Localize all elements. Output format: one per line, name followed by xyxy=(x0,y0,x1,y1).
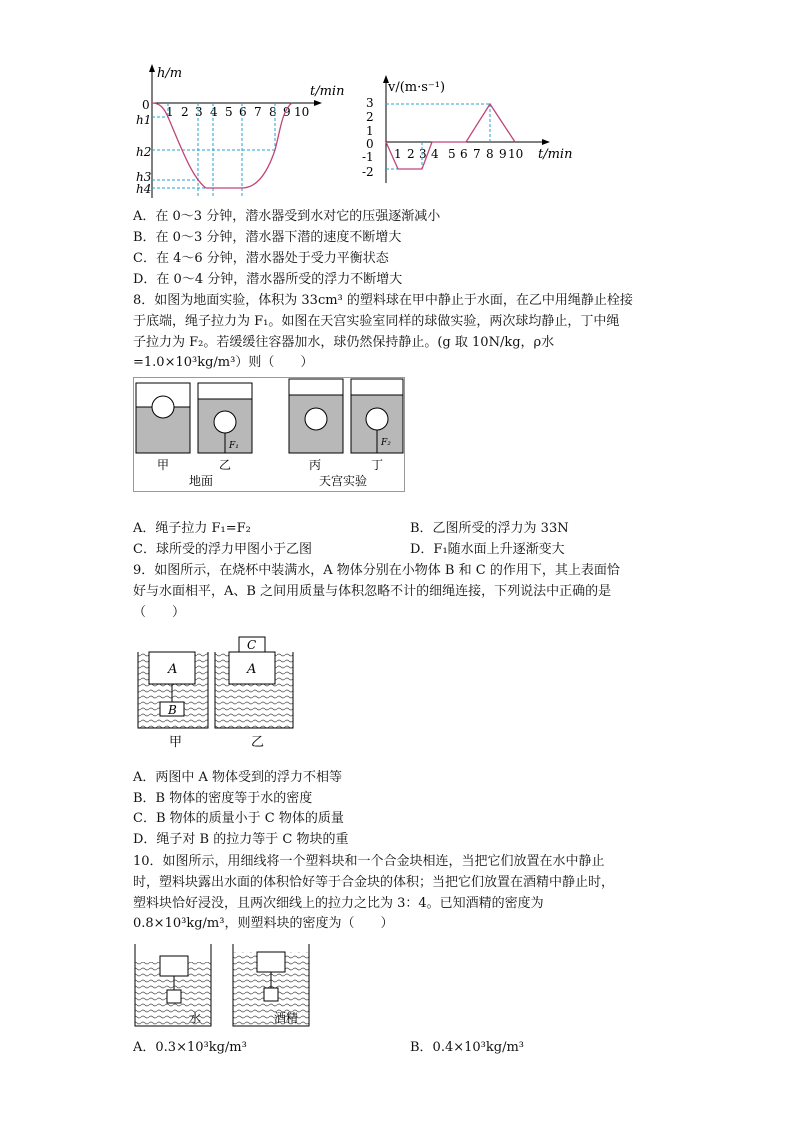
tick-0: 0 xyxy=(142,98,150,112)
label-yi-q9: 乙 xyxy=(251,735,265,750)
q7-option-a: A．在 0～3 分钟，潜水器受到水对它的压强逐渐减小 xyxy=(133,209,441,224)
depth-time-graph xyxy=(130,60,355,200)
q9-text-2: 好与水面相平，A、B 之间用质量与体积忽略不计的细绳连接，下列说法中正确的是 xyxy=(133,584,612,599)
tick-h1: h1 xyxy=(136,113,152,127)
block-b: B xyxy=(168,703,177,717)
q8-option-c: C．球所受的浮力甲图小于乙图 xyxy=(133,542,312,557)
q10-text-4: 0.8×10³kg/m³，则塑料块的密度为（ ） xyxy=(133,916,394,931)
q7-option-b: B．在 0～3 分钟，潜水器下潜的速度不断增大 xyxy=(133,230,402,245)
label-alcohol: 酒精 xyxy=(274,1011,299,1025)
q8-option-d: D．F₁随水面上升逐渐变大 xyxy=(410,542,565,557)
q10-text-3: 塑料块恰好浸没，且两次细线上的拉力之比为 3：4。已知酒精的密度为 xyxy=(133,896,544,911)
tick-h4: h4 xyxy=(136,182,152,196)
tick-3: 3 xyxy=(195,105,203,119)
vtick-1: 1 xyxy=(366,124,374,138)
q8-text-2: 于底端，绳子拉力为 F₁。如图在天宫实验室同样的球做实验，两次球均静止，丁中绳 xyxy=(133,314,620,329)
q10-figure xyxy=(133,942,313,1030)
q9-text-1: 9．如图所示，在烧杯中装满水，A 物体分别在小物体 B 和 C 的作用下，其上表面恰 xyxy=(133,563,620,578)
tick-h3: h3 xyxy=(136,170,152,184)
q10-option-b: B．0.4×10³kg/m³ xyxy=(410,1040,524,1055)
label-ground: 地面 xyxy=(189,474,214,488)
vxtick-3: 3 xyxy=(419,147,427,161)
q9-text-3: （ ） xyxy=(133,605,186,620)
q8-text-3: 子拉力为 F₂。若缓缓往容器加水，球仍然保持静止。(g 取 10N/kg，ρ水 xyxy=(133,335,555,350)
vxtick-10: 10 xyxy=(508,147,524,161)
q9-option-b: B．B 物体的密度等于水的密度 xyxy=(133,791,313,806)
block-c: C xyxy=(247,638,257,652)
q9-figure xyxy=(133,634,298,752)
vxtick-5: 5 xyxy=(448,147,456,161)
label-jia-q9: 甲 xyxy=(169,735,183,750)
q10-text-1: 10．如图所示，用细线将一个塑料块和一个合金块相连，当把它们放置在水中静止 xyxy=(133,854,605,869)
label-f1: F₁ xyxy=(229,441,239,451)
vxtick-7: 7 xyxy=(473,147,481,161)
q8-text-4: =1.0×10³kg/m³）则（ ） xyxy=(133,355,314,370)
tick-4: 4 xyxy=(210,105,218,119)
tick-8: 8 xyxy=(269,105,277,119)
tick-7: 7 xyxy=(254,105,262,119)
q8-option-b: B．乙图所受的浮力为 33N xyxy=(410,521,569,536)
tick-9: 9 xyxy=(283,105,291,119)
tick-6: 6 xyxy=(239,105,247,119)
vtick-3: 3 xyxy=(366,96,374,110)
vxtick-2: 2 xyxy=(407,147,415,161)
vxtick-6: 6 xyxy=(460,147,468,161)
label-yi: 乙 xyxy=(219,458,232,472)
tick-2: 2 xyxy=(181,105,189,119)
label-f2: F₂ xyxy=(381,438,391,448)
block-a-1: A xyxy=(168,662,178,677)
q9-option-a: A．两图中 A 物体受到的浮力不相等 xyxy=(133,770,343,785)
h-axis-label: h/m xyxy=(157,66,183,81)
vxtick-9: 9 xyxy=(499,147,507,161)
vtick-m2: -2 xyxy=(362,165,374,179)
block-a-2: A xyxy=(247,662,257,677)
vtick-2: 2 xyxy=(366,110,374,124)
label-space: 天宫实验 xyxy=(319,474,368,488)
v-axis-label: v/(m·s⁻¹) xyxy=(388,80,446,95)
label-ding: 丁 xyxy=(371,458,384,472)
tick-5: 5 xyxy=(225,105,233,119)
label-bing: 丙 xyxy=(309,458,322,472)
q10-text-2: 时，塑料块露出水面的体积恰好等于合金块的体积；当把它们放置在酒精中静止时， xyxy=(133,875,615,890)
vtick-m1: -1 xyxy=(362,150,374,164)
t-axis-label-2: t/min xyxy=(538,147,573,162)
q10-option-a: A．0.3×10³kg/m³ xyxy=(133,1040,247,1055)
q7-option-d: D．在 0～4 分钟，潜水器所受的浮力不断增大 xyxy=(133,272,403,287)
q7-option-c: C．在 4～6 分钟，潜水器处于受力平衡状态 xyxy=(133,251,389,266)
tick-1: 1 xyxy=(166,105,174,119)
label-water: 水 xyxy=(189,1011,202,1025)
q9-option-c: C．B 物体的质量小于 C 物体的质量 xyxy=(133,811,344,826)
velocity-time-graph xyxy=(360,75,575,185)
q8-text-1: 8．如图为地面实验，体积为 33cm³ 的塑料球在甲中静止于水面，在乙中用绳静止栓接 xyxy=(133,293,633,308)
vtick-0: 0 xyxy=(366,137,374,151)
tick-h2: h2 xyxy=(136,145,152,159)
t-axis-label: t/min xyxy=(310,84,345,99)
q8-option-a: A．绳子拉力 F₁=F₂ xyxy=(133,521,251,536)
q8-figure xyxy=(133,377,405,492)
q9-option-d: D．绳子对 B 的拉力等于 C 物块的重 xyxy=(133,832,349,847)
vxtick-4: 4 xyxy=(431,147,439,161)
label-jia: 甲 xyxy=(157,458,170,472)
vxtick-8: 8 xyxy=(486,147,494,161)
vxtick-1: 1 xyxy=(394,147,402,161)
tick-10: 10 xyxy=(294,105,310,119)
